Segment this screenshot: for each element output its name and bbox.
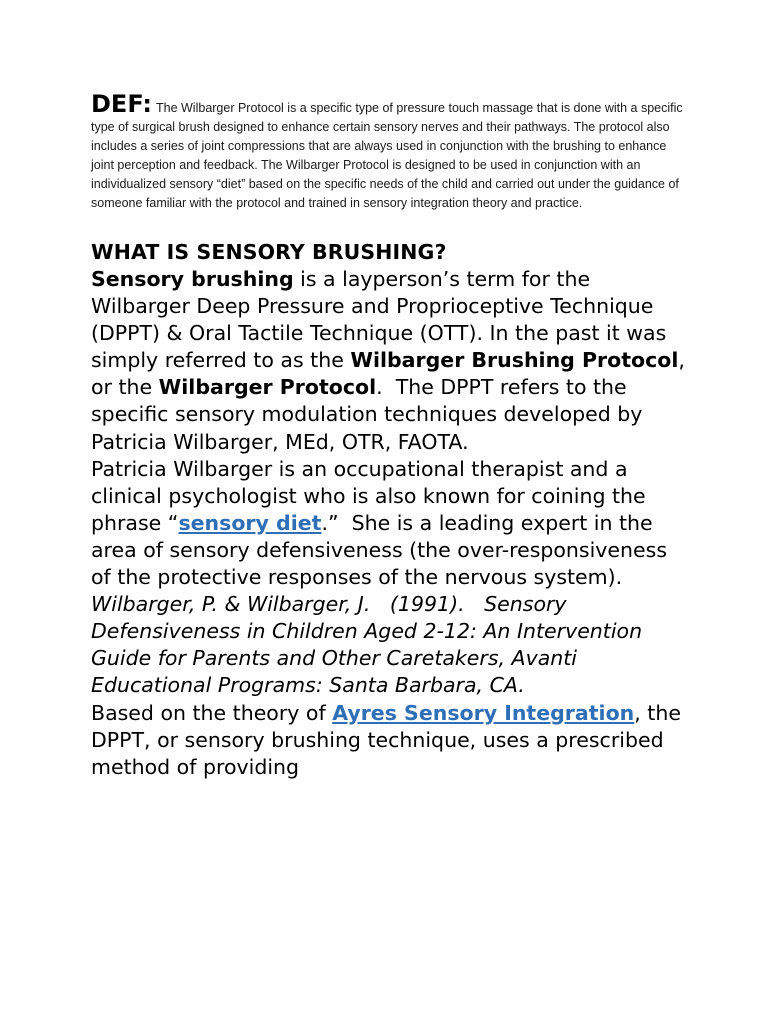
term-sensory-brushing: Sensory brushing: [91, 267, 294, 291]
paragraph-patricia-wilbarger: [91, 456, 691, 591]
paragraph-sensory-brushing: [91, 266, 691, 456]
definition-label: DEF:: [91, 90, 152, 118]
paragraph-text: , the DPPT, or sensory brushing technique, uses a prescribed method of providing: [91, 700, 688, 779]
paragraph-text: Based on the theory of: [91, 700, 333, 725]
paragraph-text: . The DPPT refers to the specific sensory modulation techniques developed by Patricia Wilbarger, MEd, OTR, FAOTA.: [91, 375, 649, 454]
document-page: [91, 92, 691, 781]
term-wilbarger-protocol: Wilbarger Protocol: [158, 375, 377, 400]
paragraph-ayres-theory: [91, 700, 691, 781]
sensory-diet-link[interactable]: sensory diet: [178, 510, 322, 535]
paragraph-text: is a layperson’s term for the Wilbarger Deep Pressure and Proprioceptive Technique (DPPT) & Oral Tactile Technique (OTT). In the past it was simply referred to as the: [91, 267, 673, 373]
section-heading: WHAT IS SENSORY BRUSHING?: [91, 240, 447, 264]
paragraph-text: .” She is a leading expert in the area of sensory defensiveness (the over-responsiveness of the protective responses of the nervous system).: [91, 510, 674, 590]
paragraph-text: Patricia Wilbarger is an occupational therapist and a clinical psychologist who is also known for coining the phrase “: [91, 456, 653, 535]
ayres-sensory-integration-link[interactable]: Ayres Sensory Integration: [332, 700, 635, 725]
definition-text: The Wilbarger Protocol is a specific type of pressure touch massage that is done with a specific type of surgical brush designed to enhance certain sensory nerves and their pathways. The protocol also includes a series of joint compressions that are always used in conjunction with the brushing to enhance joint perception and feedback. The Wilbarger Protocol is designed to be used in conjunction with an individualized sensory “diet” based on the specific needs of the child and carried out under the guidance of someone familiar with the protocol and trained in sensory integration theory and practice.: [91, 101, 683, 210]
term-wilbarger-brushing-protocol: Wilbarger Brushing Protocol: [350, 348, 679, 373]
definition-paragraph: [91, 92, 691, 213]
paragraph-text: , or the: [91, 348, 692, 400]
citation-paragraph: Wilbarger, P. & Wilbarger, J. (1991). Sensory Defensiveness in Children Aged 2-12: An Intervention Guide for Parents and Other Caretakers, Avanti Educational Programs: Santa Barbara, CA.: [91, 592, 656, 698]
